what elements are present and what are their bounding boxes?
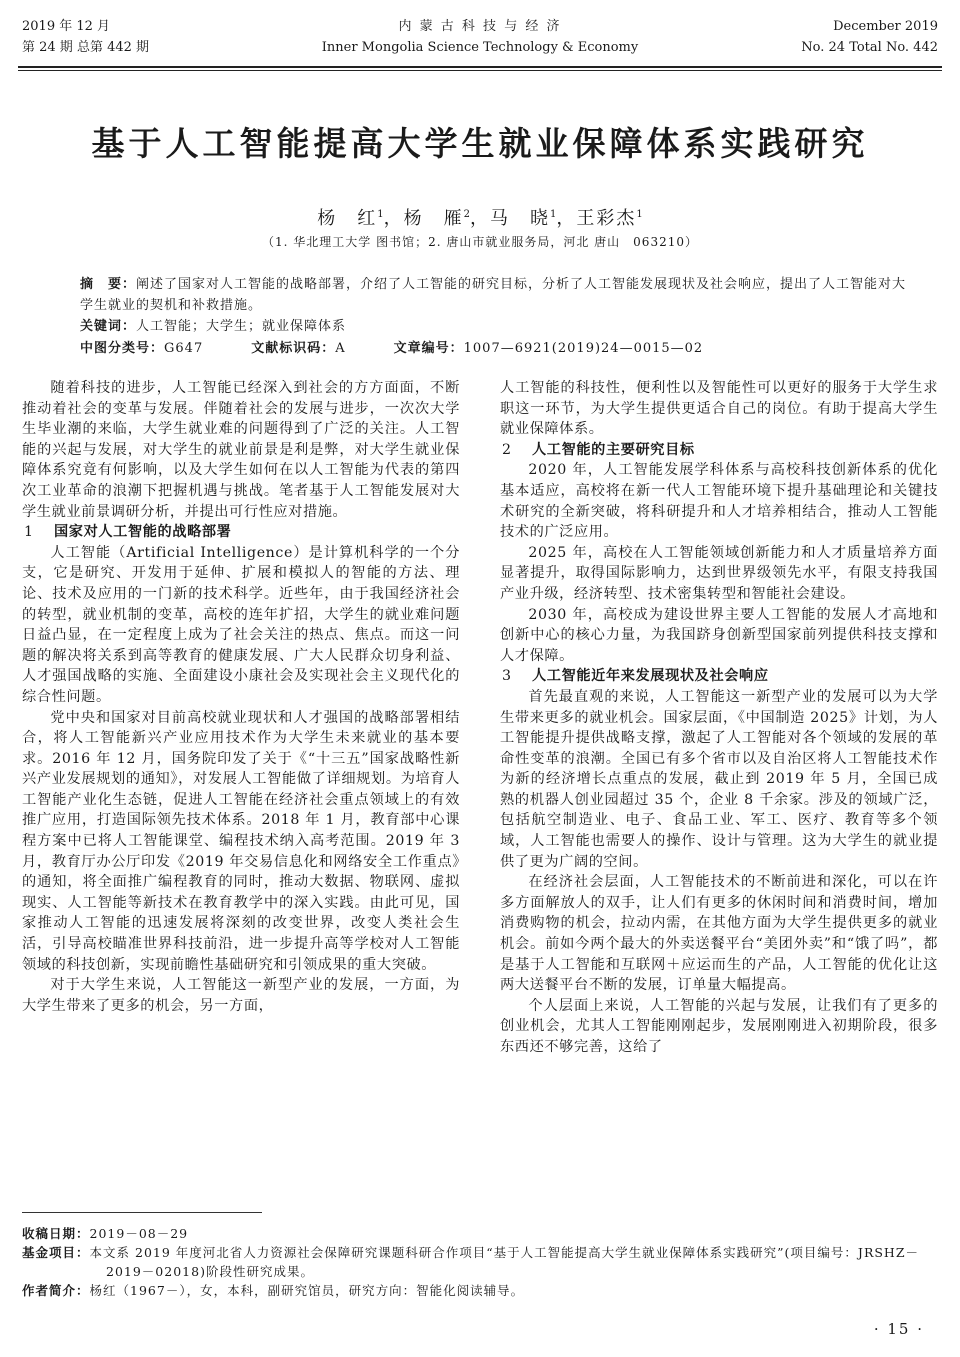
keywords-text: 人工智能；大学生；就业保障体系: [136, 319, 347, 334]
affiliation: （1. 华北理工大学 图书馆；2. 唐山市就业服务局，河北 唐山 063210）: [262, 235, 698, 249]
header-issue: 第 24 期 总第 442 期: [22, 40, 150, 55]
page-number: · 15 ·: [873, 1320, 924, 1338]
paragraph: 2030 年，高校成为建设世界主要人工智能的发展人才高地和创新中心的核心力量，为我国跻身创新型国家前列提供科技支撑和人才保障。: [500, 606, 938, 664]
footnote-author: [22, 1281, 938, 1300]
author-bio-text: 杨红（1967－），女，本科，副研究馆员，研究方向：智能化阅读辅导。: [89, 1283, 525, 1298]
section-heading-3: [500, 666, 938, 687]
right-column: [500, 378, 938, 1058]
keywords-label: 关键词：: [80, 319, 137, 334]
received-label: 收稿日期：: [22, 1226, 90, 1241]
author-affil-mark: 1: [377, 209, 384, 220]
author-affil-mark: 1: [550, 209, 557, 220]
paragraph: 人工智能（Artificial Intelligence）是计算机科学的一个分支，它是研究、开发用于延伸、扩展和模拟人的智能的方法、理论、技术及应用的一门新的技术科学。近些年，由于我国经济社会的转型，就业机制的变革，高校的连年扩招，大学生的就业难问题日益凸显，在一定程度上成为了社会关注的热点、焦点。而这一问题的解决将关系到高等教育的健康发展、广大人民群众切身利益、人才强国战略的实施、全面建设小康社会及实现社会主义现代化的综合性问题。: [22, 544, 460, 705]
fund-text: 本文系 2019 年度河北省人力资源社会保障研究课题科研合作项目“基于人工智能提高大学生就业保障体系实践研究”(项目编号：JRSHZ－2019－02018)阶段性研究成果。: [89, 1245, 920, 1279]
author-affil-mark: 2: [463, 209, 470, 220]
author-affil-mark: 1: [636, 209, 643, 220]
abstract-text: 阐述了国家对人工智能的战略部署，介绍了人工智能的研究目标，分析了人工智能发展现状及社会响应，提出了人工智能对大学生就业的契机和补救措施。: [80, 277, 907, 313]
paragraph: 个人层面上来说，人工智能的兴起与发展，让我们有了更多的创业机会，尤其人工智能刚刚起步，发展刚刚进入初期阶段，很多东西还不够完善，这给了: [500, 997, 938, 1055]
clc-label: 中图分类号：: [80, 341, 165, 356]
author-name: 杨 红: [317, 208, 378, 229]
clc-value: G647: [164, 341, 204, 356]
footnote-fund: [22, 1243, 938, 1281]
section-title: 国家对人工智能的战略部署: [54, 524, 232, 541]
header-date-en: December 2019: [833, 19, 938, 34]
keywords: [80, 316, 920, 337]
abstract: [80, 274, 920, 316]
left-column: [22, 378, 460, 1016]
paragraph: 首先最直观的来说，人工智能这一新型产业的发展可以为大学生带来更多的就业机会。国家层面，《中国制造 2025》计划，为人工智能提升提供战略支撑，激起了人工智能对各个领域的发展的革命性变革的浪潮。全国已有多个省市以及自治区将人工智能技术作为新的经济增长点重点的发展，截止到 2019 年 5 月，全国已成熟的机器人创业园超过 35 个，企业 8 千余家。涉及的领域广泛，包括航空制造业、电子、食品工业、军工、医疗、教育等多个领域，人工智能也需要人的操作、设计与管理。这为大学生的就业提供了更为广阔的空间。: [500, 688, 938, 870]
author-list: 杨 红$^1$，杨 雁$^2$，马 晓$^1$，王彩杰$^1$: [317, 208, 643, 229]
doc-code-label: 文献标识码：: [251, 341, 336, 356]
footnotes: [22, 1224, 938, 1300]
fund-label: 基金项目：: [22, 1245, 90, 1260]
paper-title: 基于人工智能提高大学生就业保障体系实践研究: [91, 124, 869, 163]
section-number: 2: [502, 441, 512, 458]
paragraph: 对于大学生来说，人工智能这一新型产业的发展，一方面，为大学生带来了更多的机会，另一方面，: [22, 977, 460, 1014]
paragraph: 随着科技的进步，人工智能已经深入到社会的方方面面，不断推动着社会的变革与发展。伴随着社会的发展与进步，一次次大学生毕业潮的来临，大学生就业难的问题得到了广泛的关注。人工智能的兴起与发展，对大学生的就业前景是利是弊，对大学生就业保障体系究竟有何影响，以及大学生如何在以人工智能为代表的第四次工业革命的浪潮下把握机遇与挑战。笔者基于人工智能发展对大学生就业前景调研分析，并提出可行性应对措施。: [22, 380, 460, 520]
author-name: 王彩杰: [576, 208, 637, 229]
paragraph-continued: 人工智能的科技性，便利性以及智能性可以更好的服务于大学生求职这一环节，为大学生提供更适合自己的岗位。有助于提高大学生就业保障体系。: [500, 380, 938, 438]
footnote-rule: [22, 1212, 262, 1213]
paragraph: 在经济社会层面，人工智能技术的不断前进和深化，可以在许多方面解放人的双手，让人们有更多的休闲时间和消费时间，增加消费购物的机会，拉动内需，在其他方面为大学生提供更多的就业机会。前如今两个最大的外卖送餐平台“美团外卖”和“饿了吗”，都是基于人工智能和互联网＋应运而生的产品，人工智能的优化让这两大送餐平台不断的发展，订单量大幅提高。: [500, 874, 938, 994]
journal-name-cn: 内 蒙 古 科 技 与 经 济: [398, 19, 562, 34]
article-id-label: 文章编号：: [393, 341, 464, 356]
article-id-value: 1007—6921(2019)24—0015—02: [463, 341, 704, 356]
header-rule: [18, 66, 942, 68]
section-heading-1: [22, 522, 460, 543]
section-title: 人工智能的主要研究目标: [532, 441, 695, 458]
section-title: 人工智能近年来发展现状及社会响应: [532, 668, 769, 685]
paragraph: 2020 年，人工智能发展学科体系与高校科技创新体系的优化基本适应，高校将在新一代人工智能环境下提升基础理论和关键技术研究的全新突破，将科研提升和人才培养相结合，推动人工智能技术的广泛应用。: [500, 462, 938, 541]
journal-name-en: Inner Mongolia Science Technology & Economy: [321, 40, 639, 55]
header-date: 2019 年 12 月: [22, 19, 111, 34]
author-name: 马 晓: [490, 208, 550, 229]
header-right: [801, 16, 938, 58]
footnote-received: [22, 1224, 938, 1243]
paragraph: 党中央和国家对目前高校就业现状和人才强国的战略部署相结合，将人工智能新兴产业应用技术作为大学生未来就业的基本要求。2016 年 12 月，国务院印发了关于《“十三五”国家战略性新兴产业发展规划的通知》，对发展人工智能做了详细规划。为培育人工智能产业化生态链，促进人工智能在经济社会重点领域上的有效推广应用，打造国际领先技术体系。2018 年 1 月，教育部中心课程方案中已将人工智能课堂、编程技术纳入高考范围。2019 年 3 月，教育厅办公厅印发《2019 年交易信息化和网络安全工作重点》的通知，将全面推广编程教育的同时，推动大数据、物联网、虚拟现实、人工智能等新技术在教育教学中的深入实践。由此可见，国家推动人工智能的迅速发展将深刻的改变世界，改变人类社会生活，引导高校瞄准世界科技前沿，进一步提升高等学校对人工智能领域的科技创新，实现前瞻性基础研究和引领成果的重大突破。: [22, 709, 460, 973]
section-number: 3: [502, 668, 512, 685]
section-number: 1: [24, 524, 34, 541]
header-issue-en: No. 24 Total No. 442: [801, 40, 938, 55]
abstract-label: 摘 要：: [80, 277, 137, 292]
doc-code-value: A: [335, 341, 346, 356]
section-heading-2: [500, 440, 938, 461]
author-name: 杨 雁: [403, 208, 464, 229]
header-rule-thin: [18, 70, 942, 71]
author-bio-label: 作者简介：: [22, 1283, 90, 1298]
received-date: 2019－08－29: [89, 1226, 189, 1241]
running-header: [22, 16, 938, 62]
classification-line: [80, 338, 920, 359]
paragraph: 2025 年，高校在人工智能领域创新能力和人才质量培养方面显著提升，取得国际影响力，达到世界级领先水平，有限支持我国产业升级，经济转型、技术密集转型和智能社会建设。: [500, 544, 938, 602]
